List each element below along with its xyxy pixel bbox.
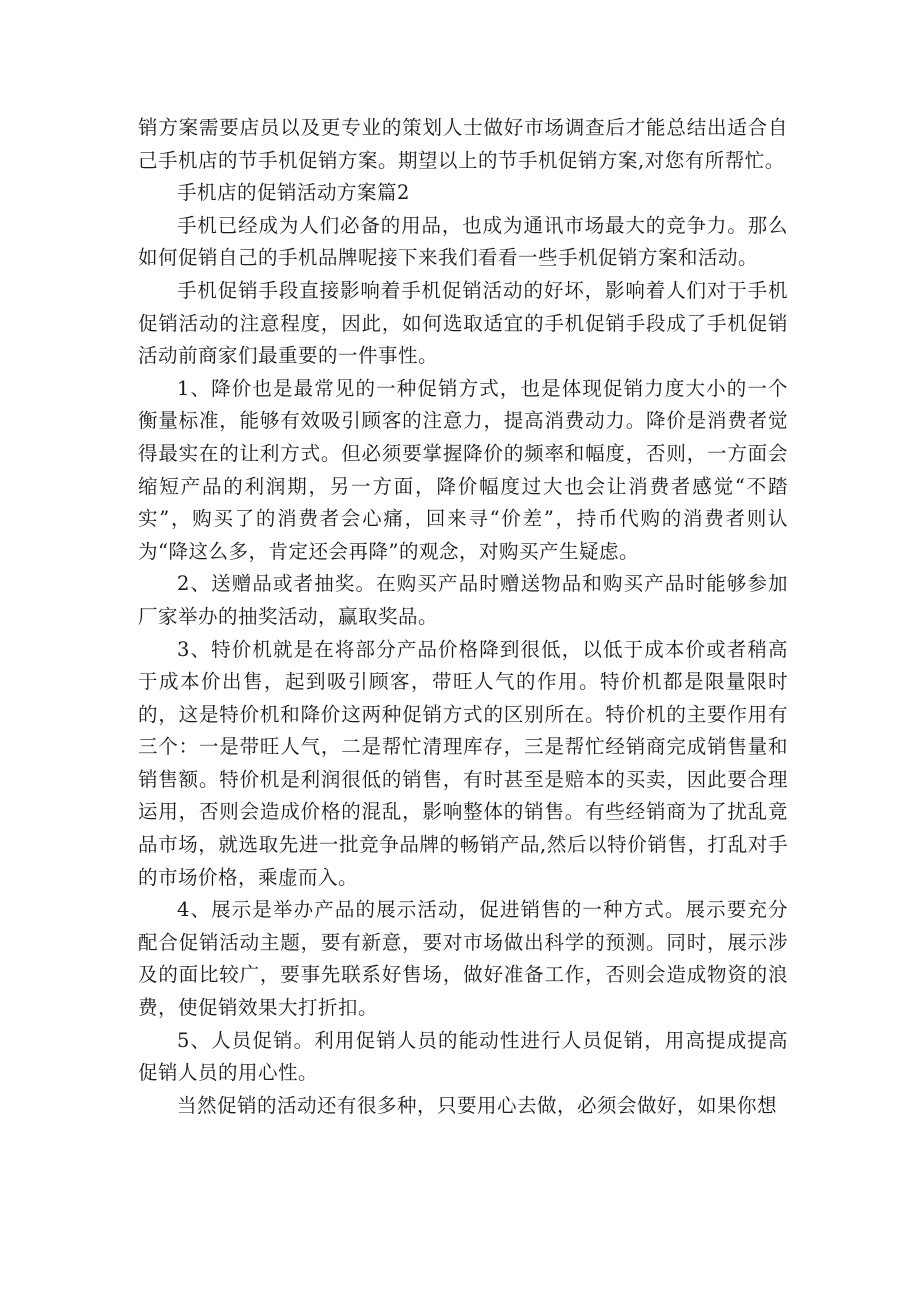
paragraph-item-1: 1、降价也是最常见的一种促销方式，也是体现促销力度大小的一个衡量标准，能够有效吸引顾客的注意力，提高消费动力。降价是消费者觉得最实在的让利方式。但必须要掌握降价的频率和幅度，否则，一方面会缩短产品的利润期，另一方面，降价幅度过大也会让消费者感觉“不踏实”，购买了的消费者会心痛，回来寻“价差”，持币代购的消费者则认为“降这么多，肯定还会再降”的观念，对购买产生疑虑。: [138, 376, 788, 563]
paragraph-item-5: 5、人员促销。利用促销人员的能动性进行人员促销，用高提成提高促销人员的用心性。: [138, 1028, 788, 1085]
paragraph-item-2: 2、送赠品或者抽奖。在购买产品时赠送物品和购买产品时能够参加厂家举办的抽奖活动，赢取奖品。: [138, 572, 788, 628]
paragraph-item-3: 3、特价机就是在将部分产品价格降到很低，以低于成本价或者稍高于成本价出售，起到吸引顾客，带旺人气的作用。特价机都是限量限时的，这是特价机和降价这两种促销方式的区别所在。特价机的主要作用有三个：一是带旺人气，二是帮忙清理库存，三是帮忙经销商完成销售量和销售额。特价机是利润很低的销售，有时甚至是赔本的买卖，因此要合理运用，否则会造成价格的混乱，影响整体的销售。有些经销商为了扰乱竟品市场，就选取先进一批竞争品牌的畅销产品,然后以特价销售，打乱对手的市场价格，乘虚而入。: [138, 637, 788, 889]
paragraph: 手机促销手段直接影响着手机促销活动的好坏，影响着人们对于手机促销活动的注意程度，因此，如何选取适宜的手机促销手段成了手机促销活动前商家们最重要的一件事性。: [138, 278, 788, 368]
section-heading: 手机店的促销活动方案篇2: [177, 181, 410, 205]
document-page: [138, 112, 788, 1122]
paragraph-closing: 当然促销的活动还有很多种，只要用心去做，必须会做好，如果你想: [177, 1093, 778, 1117]
paragraph: 手机已经成为人们必备的用品，也成为通讯市场最大的竞争力。那么如何促销自己的手机品牌呢接下来我们看看一些手机促销方案和活动。: [138, 213, 788, 270]
paragraph-item-4: 4、展示是举办产品的展示活动，促进销售的一种方式。展示要充分配合促销活动主题，要有新意，要对市场做出科学的预测。同时，展示涉及的面比较广，要事先联系好售场，做好准备工作，否则会造成物资的浪费，使促销效果大打折扣。: [138, 898, 788, 1020]
paragraph-intro: 销方案需要店员以及更专业的策划人士做好市场调查后才能总结出适合自己手机店的节手机促销方案。期望以上的节手机促销方案,对您有所帮忙。: [138, 116, 788, 172]
